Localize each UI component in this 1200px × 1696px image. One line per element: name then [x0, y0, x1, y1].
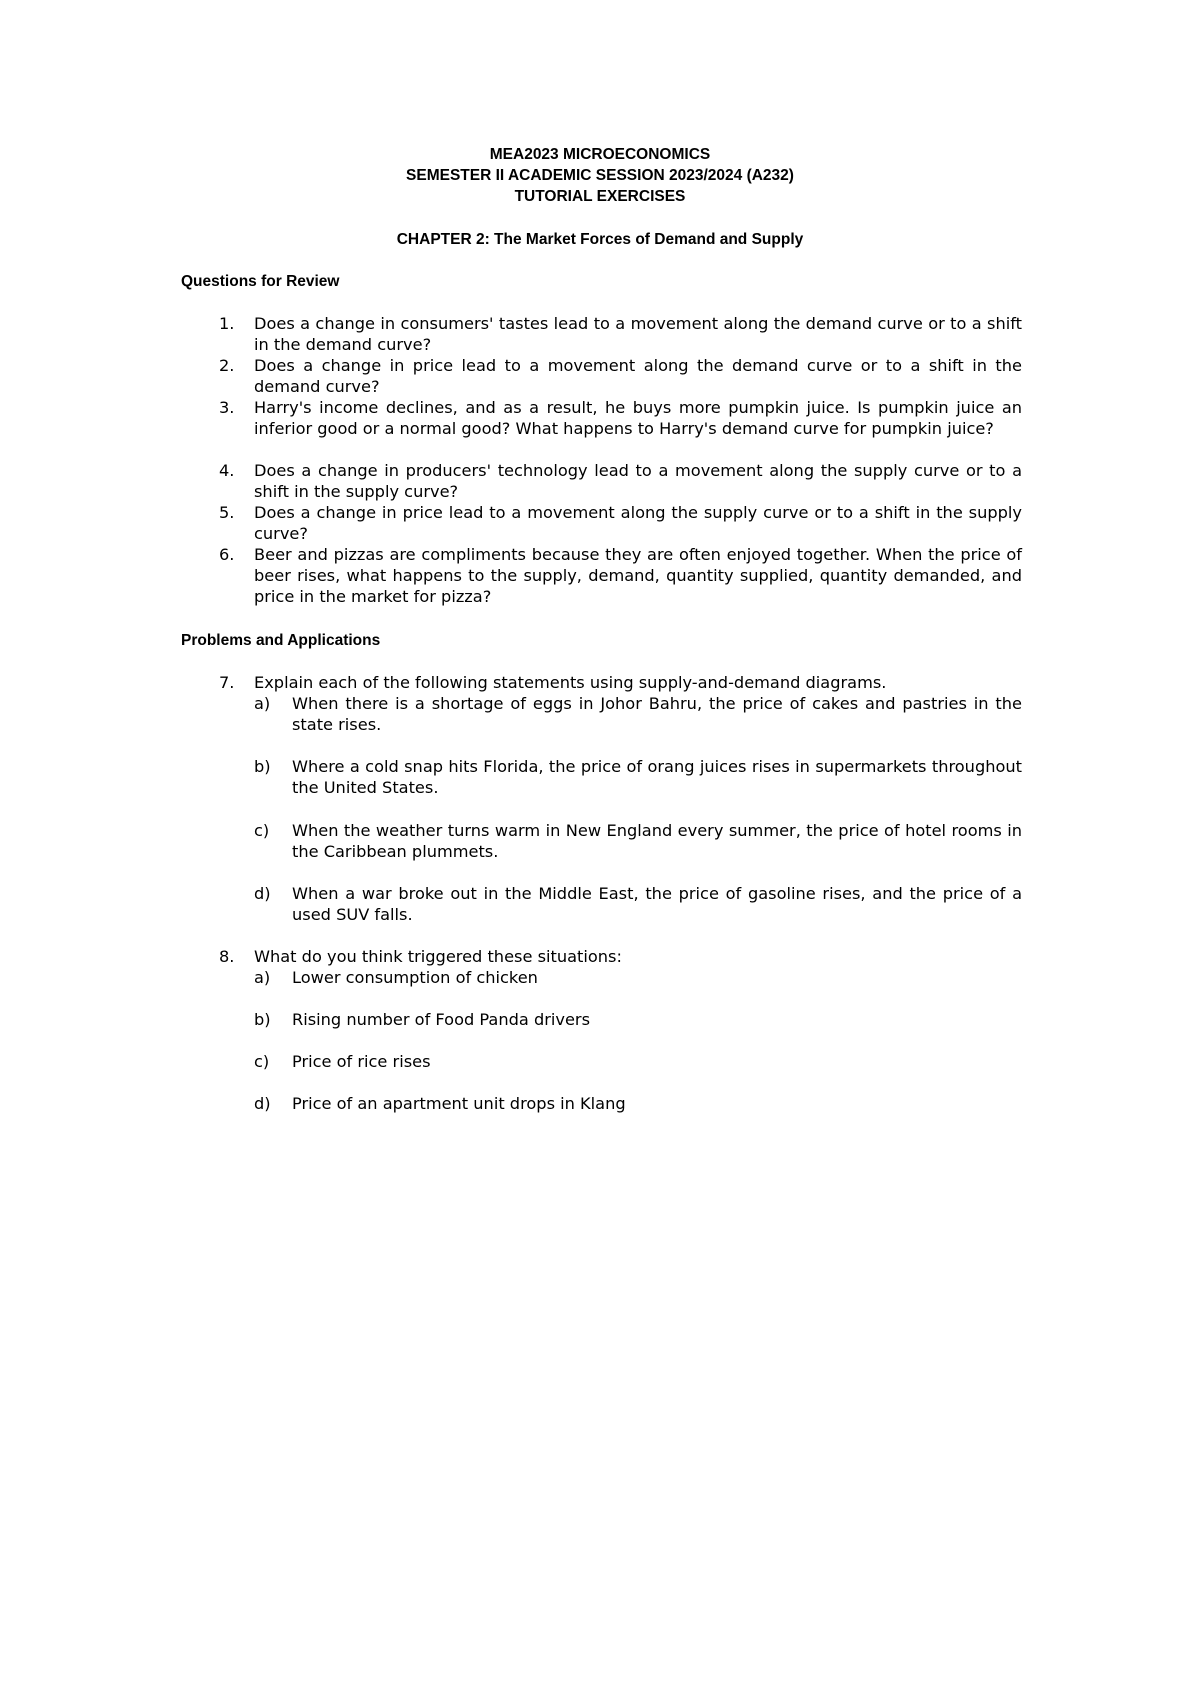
- question-number: 6.: [219, 545, 235, 564]
- question-text: Explain each of the following statements using supply-and-demand diagrams.: [254, 673, 887, 692]
- question-number: 8.: [219, 947, 235, 966]
- question-text: Does a change in producers' technology lead to a movement along the supply curve or to a shift in the supply curve?: [254, 461, 1022, 501]
- part-text: Where a cold snap hits Florida, the price of orang juices rises in supermarkets throughout the United States.: [292, 757, 1022, 797]
- course-title: MEA2023 MICROECONOMICS: [489, 146, 711, 163]
- part-text: Price of rice rises: [292, 1052, 431, 1071]
- problems-heading: Problems and Applications: [181, 632, 381, 649]
- part-text: Price of an apartment unit drops in Klang: [292, 1094, 626, 1113]
- part-label: c): [254, 1052, 270, 1071]
- part-label: d): [254, 884, 271, 903]
- question-number: 4.: [219, 461, 235, 480]
- part-label: b): [254, 1010, 271, 1029]
- exercise-title: TUTORIAL EXERCISES: [514, 188, 686, 205]
- part-label: a): [254, 694, 271, 713]
- part-text: Rising number of Food Panda drivers: [292, 1010, 590, 1029]
- document-header: [0, 144, 1200, 207]
- part-text: When there is a shortage of eggs in Johor Bahru, the price of cakes and pastries in the state rises.: [292, 694, 1022, 734]
- question-number: 2.: [219, 356, 235, 375]
- question-text: Does a change in price lead to a movement along the supply curve or to a shift in the supply curve?: [254, 503, 1022, 543]
- question-number: 1.: [219, 314, 235, 333]
- part-label: a): [254, 968, 271, 987]
- question-number: 7.: [219, 673, 235, 692]
- part-text: Lower consumption of chicken: [292, 968, 538, 987]
- question-text: What do you think triggered these situations:: [254, 947, 622, 966]
- question-text: Does a change in consumers' tastes lead to a movement along the demand curve or to a shift in the demand curve?: [254, 314, 1022, 354]
- part-label: b): [254, 757, 271, 776]
- question-text: Harry's income declines, and as a result, he buys more pumpkin juice. Is pumpkin juice an inferior good or a normal good? What happens to Harry's demand curve for pumpkin juice?: [254, 398, 1022, 438]
- question-text: Does a change in price lead to a movement along the demand curve or to a shift in the demand curve?: [254, 356, 1022, 396]
- chapter-title: CHAPTER 2: The Market Forces of Demand and Supply: [396, 231, 804, 248]
- part-text: When the weather turns warm in New England every summer, the price of hotel rooms in the Caribbean plummets.: [292, 821, 1022, 861]
- review-heading: Questions for Review: [181, 273, 340, 290]
- question-number: 3.: [219, 398, 235, 417]
- part-label: d): [254, 1094, 271, 1113]
- part-label: c): [254, 821, 270, 840]
- question-text: Beer and pizzas are compliments because they are often enjoyed together. When the price of beer rises, what happens to the supply, demand, quantity supplied, quantity demanded, and price in the market for pizza?: [254, 545, 1022, 606]
- semester-line: SEMESTER II ACADEMIC SESSION 2023/2024 (A232): [406, 167, 794, 184]
- part-text: When a war broke out in the Middle East, the price of gasoline rises, and the price of a used SUV falls.: [292, 884, 1022, 924]
- question-number: 5.: [219, 503, 235, 522]
